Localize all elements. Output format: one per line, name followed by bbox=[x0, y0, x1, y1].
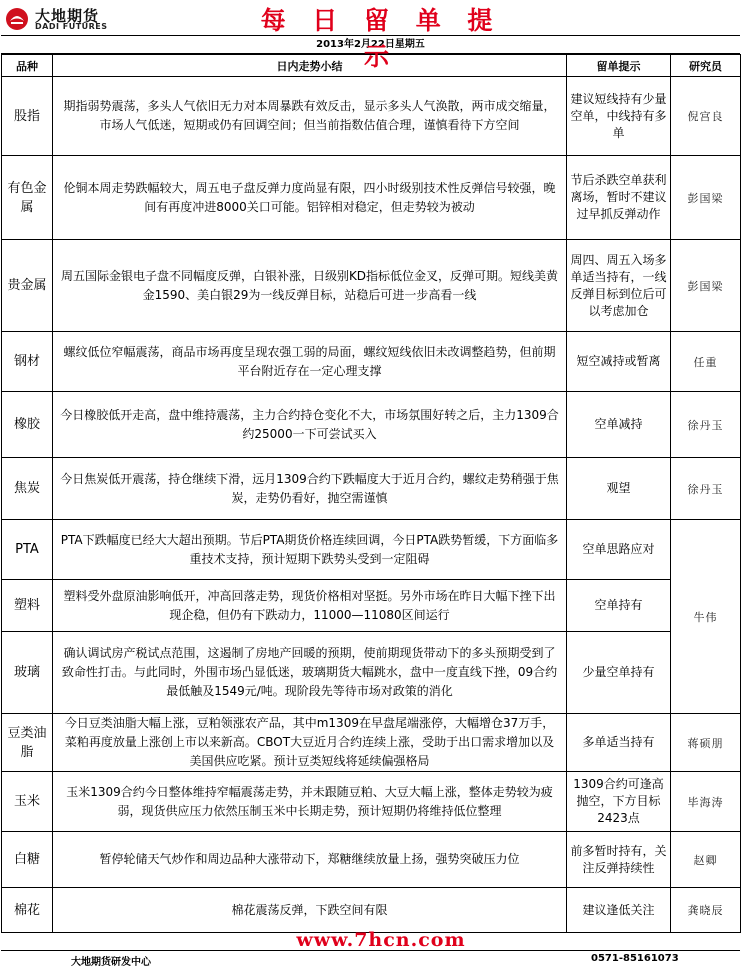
row-tip: 建议逢低关注 bbox=[567, 888, 671, 933]
row-kind: 玉米 bbox=[2, 772, 53, 832]
logo-english-name: DADI FUTURES bbox=[35, 22, 108, 31]
row-tip: 建议短线持有少量空单，中线持有多单 bbox=[567, 77, 671, 156]
row-tip: 节后杀跌空单获利离场，暂时不建议过早抓反弹动作 bbox=[567, 156, 671, 240]
row-researcher: 牛伟 bbox=[671, 520, 741, 714]
row-researcher: 彭国梁 bbox=[671, 240, 741, 332]
row-summary: 周五国际金银电子盘不同幅度反弹，白银补涨，日级别KD指标低位金叉，反弹可期。短线美黄金1590、美白银29为一线反弹目标，站稳后可进一步高看一线 bbox=[53, 240, 567, 332]
company-logo bbox=[5, 5, 121, 33]
table-row bbox=[2, 332, 741, 392]
table-row bbox=[2, 156, 741, 240]
row-tip: 少量空单持有 bbox=[567, 632, 671, 714]
row-summary: 伦铜本周走势跌幅较大，周五电子盘反弹力度尚显有限，四小时级别技术性反弹信号较强，晚间有再度冲进8000关口可能。铝锌相对稳定，但走势较为被动 bbox=[53, 156, 567, 240]
daily-position-sheet bbox=[1, 1, 740, 968]
row-tip: 1309合约可逢高抛空，下方目标2423点 bbox=[567, 772, 671, 832]
row-researcher: 赵卿 bbox=[671, 832, 741, 888]
page-title: 每 日 留 单 提 示 bbox=[260, 6, 502, 71]
footer-phone: 0571-85161073 bbox=[591, 953, 679, 964]
row-summary: 期指弱势震荡，多头人气依旧无力对本周暴跌有效反击，显示多头人气涣散，两市成交缩量，市场人气低迷，短期或仍有回调空间；但当前指数估值合理，谨慎看待下方空间 bbox=[53, 77, 567, 156]
row-kind: 棉花 bbox=[2, 888, 53, 933]
row-summary: 塑料受外盘原油影响低开，冲高回落走势，现货价格相对坚挺。另外市场在昨日大幅下挫下出现企稳，但仍有下跌动力，11000—11080区间运行 bbox=[53, 580, 567, 632]
row-researcher: 龚晓辰 bbox=[671, 888, 741, 933]
table-row bbox=[2, 240, 741, 332]
row-researcher: 任重 bbox=[671, 332, 741, 392]
report-date: 2013年2月22日星期五 bbox=[1, 36, 740, 54]
column-header-tip: 留单提示 bbox=[567, 55, 671, 77]
table-row bbox=[2, 392, 741, 458]
table-row bbox=[2, 888, 741, 933]
column-header-summary: 日内走势小结 bbox=[53, 55, 567, 77]
site-watermark: www.7hcn.com bbox=[296, 929, 466, 951]
row-researcher: 蒋硕朋 bbox=[671, 714, 741, 772]
row-tip: 空单减持 bbox=[567, 392, 671, 458]
row-summary: PTA下跌幅度已经大大超出预期。节后PTA期货价格连续回调，今日PTA跌势暂缓，下方面临多重技术支持，预计短期下跌势头受到一定阻碍 bbox=[53, 520, 567, 580]
row-researcher: 彭国梁 bbox=[671, 156, 741, 240]
row-summary: 暂停轮储天气炒作和周边品种大涨带动下，郑糖继续放量上扬，强势突破压力位 bbox=[53, 832, 567, 888]
row-summary: 玉米1309合约今日整体维持窄幅震荡走势，并未跟随豆粕、大豆大幅上涨，整体走势较为疲弱，现货供应压力依然压制玉米中长期走势，预计短期仍将维持低位整理 bbox=[53, 772, 567, 832]
sheet-footer bbox=[1, 950, 740, 969]
table-row bbox=[2, 632, 741, 714]
row-researcher: 倪宫良 bbox=[671, 77, 741, 156]
row-kind: 白糖 bbox=[2, 832, 53, 888]
row-researcher: 徐丹玉 bbox=[671, 392, 741, 458]
row-tip: 空单思路应对 bbox=[567, 520, 671, 580]
table-row bbox=[2, 714, 741, 772]
column-header-kind: 品种 bbox=[2, 55, 53, 77]
row-kind: 玻璃 bbox=[2, 632, 53, 714]
row-kind: 钢材 bbox=[2, 332, 53, 392]
row-summary: 棉花震荡反弹，下跌空间有限 bbox=[53, 888, 567, 933]
row-summary: 今日豆类油脂大幅上涨，豆粕领涨农产品，其中m1309在早盘尾端涨停，大幅增仓37万手，菜粕再度放量上涨创上市以来新高。CBOT大豆近月合约连续上涨，受助于出口需求增加以及美国供应吃紧。预计豆类短线将延续偏强格局 bbox=[53, 714, 567, 772]
row-kind: 塑料 bbox=[2, 580, 53, 632]
table-row bbox=[2, 772, 741, 832]
row-summary: 今日橡胶低开走高，盘中维持震荡，主力合约持仓变化不大，市场氛围好转之后，主力1309合约25000一下可尝试买入 bbox=[53, 392, 567, 458]
row-kind: 焦炭 bbox=[2, 458, 53, 520]
row-kind: 贵金属 bbox=[2, 240, 53, 332]
row-researcher: 徐丹玉 bbox=[671, 458, 741, 520]
row-kind: 豆类油脂 bbox=[2, 714, 53, 772]
row-summary: 今日焦炭低开震荡，持仓继续下滑，远月1309合约下跌幅度大于近月合约，螺纹走势稍强于焦炭，走势仍看好，抛空需谨慎 bbox=[53, 458, 567, 520]
row-summary: 确认调试房产税试点范围，这遏制了房地产回暖的预期，使前期现货带动下的多头预期受到了致命性打击。与此同时，外围市场凸显低迷，玻璃期货大幅跳水，盘中一度直线下挫，09合约最低触及1549元/吨。现阶段先等待市场对政策的消化 bbox=[53, 632, 567, 714]
table-row bbox=[2, 832, 741, 888]
row-tip: 观望 bbox=[567, 458, 671, 520]
table-row bbox=[2, 580, 741, 632]
dadi-logo-icon bbox=[5, 7, 29, 31]
row-tip: 短空减持或暂离 bbox=[567, 332, 671, 392]
position-tips-table bbox=[1, 54, 741, 933]
footer-department: 大地期货研发中心 bbox=[71, 957, 151, 968]
row-kind: 股指 bbox=[2, 77, 53, 156]
row-tip: 前多暂时持有，关注反弹持续性 bbox=[567, 832, 671, 888]
row-tip: 多单适当持有 bbox=[567, 714, 671, 772]
table-row bbox=[2, 520, 741, 580]
table-row bbox=[2, 458, 741, 520]
row-tip: 周四、周五入场多单适当持有，一线反弹目标到位后可以考虑加仓 bbox=[567, 240, 671, 332]
table-row bbox=[2, 77, 741, 156]
row-kind: 橡胶 bbox=[2, 392, 53, 458]
row-kind: PTA bbox=[2, 520, 53, 580]
row-researcher: 毕海涛 bbox=[671, 772, 741, 832]
row-summary: 螺纹低位窄幅震荡，商品市场再度呈现农强工弱的局面，螺纹短线依旧未改调整趋势，但前期平台附近存在一定心理支撑 bbox=[53, 332, 567, 392]
column-header-researcher: 研究员 bbox=[671, 55, 741, 77]
row-tip: 空单持有 bbox=[567, 580, 671, 632]
row-kind: 有色金属 bbox=[2, 156, 53, 240]
logo-chinese-name: 大地期货 bbox=[35, 7, 100, 25]
